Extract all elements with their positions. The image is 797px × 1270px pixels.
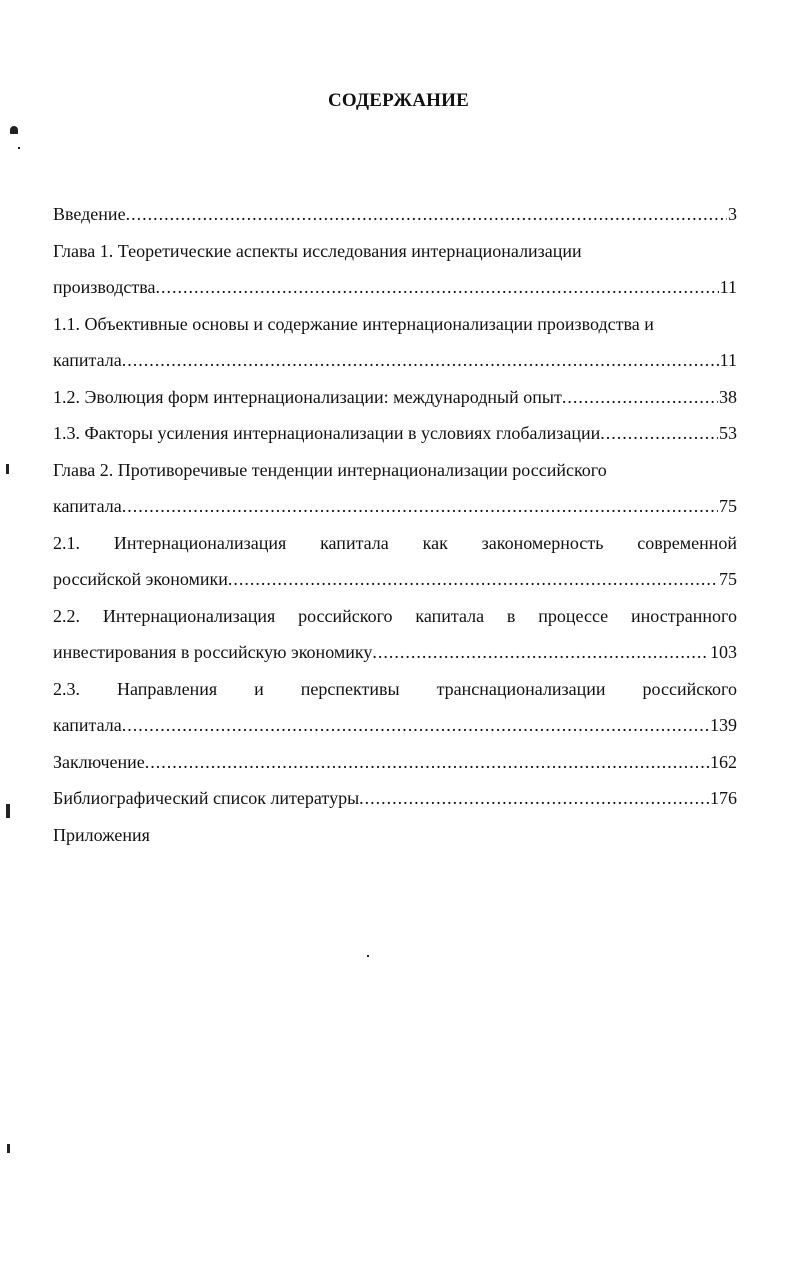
- toc-entry-text: 1.2. Эволюция форм интернационализации: международный опыт: [53, 386, 562, 407]
- toc-entry-text: российской экономики: [53, 569, 228, 589]
- dot-leader: [600, 415, 718, 452]
- dot-leader: [122, 707, 709, 744]
- table-of-contents: [53, 196, 737, 853]
- toc-page-number: 11: [719, 277, 737, 297]
- scan-artifact: [6, 804, 10, 818]
- toc-entry-appendices[interactable]: Приложения: [53, 824, 150, 845]
- toc-entry-text: капитала: [53, 350, 122, 370]
- toc-entry-bibliography[interactable]: [53, 780, 737, 817]
- scan-artifact: [7, 1144, 10, 1153]
- toc-entry-text: Заключение: [53, 751, 145, 772]
- dot-leader: [122, 342, 719, 379]
- toc-page-number: 75: [719, 569, 737, 589]
- toc-entry-text: Введение: [53, 204, 126, 224]
- dot-leader: [372, 634, 709, 671]
- dot-leader: [122, 488, 718, 525]
- toc-entry-text: Библиографический список литературы: [53, 788, 360, 808]
- dot-leader: [562, 379, 718, 416]
- toc-entry-text: 1.3. Факторы усиления интернационализации в условиях глобализации: [53, 423, 601, 443]
- toc-entry-section-1-1-cont[interactable]: [53, 342, 737, 379]
- toc-page-number: 139: [710, 715, 737, 735]
- toc-entry-section-2-3[interactable]: 2.3. Направления и перспективы транснационализации российского: [53, 678, 737, 699]
- scan-artifact: [6, 464, 9, 474]
- toc-entry-text: инвестирования в российскую экономику: [53, 642, 373, 662]
- toc-page-number: 38: [719, 386, 737, 407]
- toc-entry-chapter1[interactable]: Глава 1. Теоретические аспекты исследования интернационализации: [53, 240, 582, 261]
- dot-leader: [228, 561, 718, 598]
- toc-entry-conclusion[interactable]: [53, 744, 737, 781]
- toc-page-number: 103: [710, 642, 737, 662]
- toc-page-number: 3: [728, 204, 737, 224]
- toc-entry-section-1-1[interactable]: 1.1. Объективные основы и содержание интернационализации производства и: [53, 313, 654, 334]
- toc-entry-text: капитала: [53, 715, 122, 735]
- dot-leader: [359, 780, 709, 817]
- toc-entry-chapter2[interactable]: Глава 2. Противоречивые тенденции интернационализации российского: [53, 459, 607, 480]
- scan-artifact: [367, 955, 369, 957]
- scan-artifact: [18, 147, 20, 149]
- toc-entry-introduction[interactable]: [53, 196, 737, 233]
- toc-entry-text: капитала: [53, 496, 122, 516]
- toc-entry-section-2-2-cont[interactable]: [53, 634, 737, 671]
- page-title: СОДЕРЖАНИЕ: [328, 90, 469, 111]
- dot-leader: [145, 744, 709, 781]
- toc-entry-chapter2-cont[interactable]: [53, 488, 737, 525]
- toc-page-number: 11: [719, 350, 737, 370]
- toc-entry-section-2-1-cont[interactable]: [53, 561, 737, 598]
- toc-entry-section-1-3[interactable]: [53, 415, 737, 452]
- dot-leader: [156, 269, 719, 306]
- scan-artifact: [10, 126, 18, 134]
- toc-page-number: 176: [710, 788, 737, 808]
- toc-entry-section-2-2[interactable]: 2.2. Интернационализация российского капитала в процессе иностранного: [53, 605, 737, 626]
- toc-entry-text: производства: [53, 277, 156, 297]
- dot-leader: [126, 196, 727, 233]
- toc-page-number: 162: [710, 751, 737, 772]
- toc-entry-section-1-2[interactable]: [53, 379, 737, 416]
- toc-page-number: 53: [719, 423, 737, 443]
- toc-entry-section-2-3-cont[interactable]: [53, 707, 737, 744]
- toc-entry-chapter1-cont[interactable]: [53, 269, 737, 306]
- toc-entry-section-2-1[interactable]: 2.1. Интернационализация капитала как закономерность современной: [53, 532, 737, 553]
- toc-page-number: 75: [719, 496, 737, 516]
